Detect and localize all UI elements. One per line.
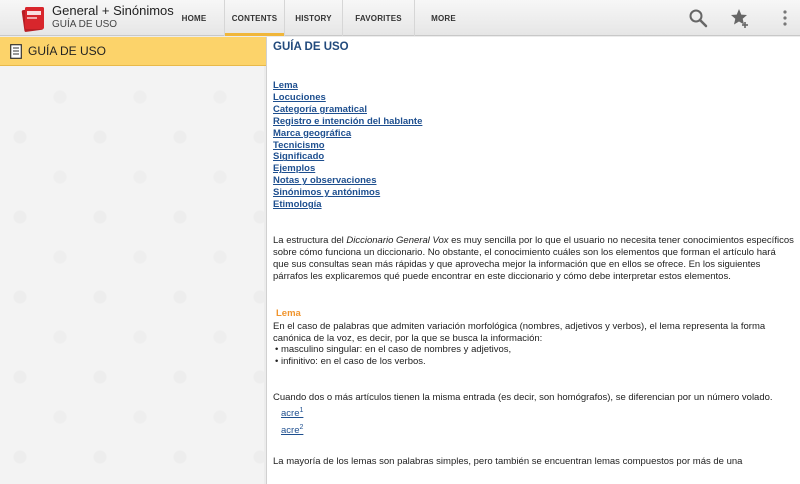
dictionary-name: Diccionario General Vox <box>346 234 449 246</box>
sidebar-item-guia-de-uso[interactable] <box>0 37 268 66</box>
tab-contents[interactable]: CONTENTS <box>224 0 284 36</box>
toc-link-tecnicismo[interactable]: Tecnicismo <box>273 139 325 151</box>
toc-link-lema[interactable]: Lema <box>273 80 298 91</box>
section-heading-lema: Lema <box>276 307 301 319</box>
app-subtitle: GUÍA DE USO <box>52 19 118 30</box>
app-logo-icon[interactable] <box>20 4 46 32</box>
list-item: • infinitivo: en el caso de los verbos. <box>275 356 426 368</box>
compound-paragraph: La mayoría de los lemas son palabras simples, pero también se encuentran lemas compuestos por más de una <box>273 456 743 468</box>
sidebar-item-label: GUÍA DE USO <box>28 44 107 58</box>
homograph-paragraph: Cuando dos o más artículos tienen la misma entrada (es decir, son homógrafos), se diferencian por un número volado. <box>273 392 773 404</box>
app-title: General + Sinónimos <box>52 3 174 18</box>
toc-link-marca-geografica[interactable]: Marca geográfica <box>273 127 352 139</box>
tab-history[interactable]: HISTORY <box>284 0 342 36</box>
toc-link-ejemplos[interactable]: Ejemplos <box>273 163 316 175</box>
toc-link-significado[interactable]: Significado <box>273 151 325 163</box>
tab-favorites[interactable]: FAVORITES <box>342 0 414 36</box>
toc-link-notas[interactable]: Notas y observaciones <box>273 175 377 187</box>
overflow-menu-icon[interactable] <box>780 8 790 28</box>
toc-link-registro[interactable]: Registro e intención del hablante <box>273 115 423 127</box>
example-link-acre-2[interactable]: acre$^2$ <box>281 424 304 437</box>
lema-paragraph: En el caso de palabras que admiten variación morfológica (nombres, adjetivos y verbos), el lema representa la forma canónica de la voz, es decir, por la que se busca la información: <box>273 320 766 344</box>
add-favorite-icon[interactable] <box>730 8 750 28</box>
action-bar <box>0 0 800 36</box>
search-icon[interactable] <box>688 8 708 28</box>
document-icon <box>10 44 22 59</box>
tab-more[interactable]: MORE <box>414 0 472 36</box>
tab-home[interactable]: HOME <box>181 13 207 23</box>
navigation-panel <box>0 37 264 484</box>
example-link-acre-1[interactable]: acre$^1$ <box>281 407 304 420</box>
intro-paragraph: La estructura del Diccionario General Vox es muy sencilla por lo que el usuario no necesita tener conocimientos específicos sobre cómo funciona un diccionario. No obstante, el conocimiento cuáles son los elementos que forman el artículo hará que sus consultas sean más rápidas y que aprovecha mejor la información que en ellos se ofrece. En los siguientes párrafos les explicaremos qué puede encontrar en este diccionario y cómo debe interpretar estos elementos. <box>273 234 794 282</box>
toc-link-categoria-gramatical[interactable]: Categoría gramatical <box>273 103 367 115</box>
tab-bar <box>164 0 472 36</box>
list-item: • masculino singular: en el caso de nombres y adjetivos, <box>275 344 512 356</box>
table-of-contents <box>273 80 794 211</box>
content-pane <box>266 37 800 484</box>
toc-link-sinonimos[interactable]: Sinónimos y antónimos <box>273 187 381 199</box>
toc-link-etimologia[interactable]: Etimología <box>273 199 322 211</box>
toc-link-locuciones[interactable]: Locuciones <box>273 91 326 103</box>
page-title: GUÍA DE USO <box>273 41 349 53</box>
